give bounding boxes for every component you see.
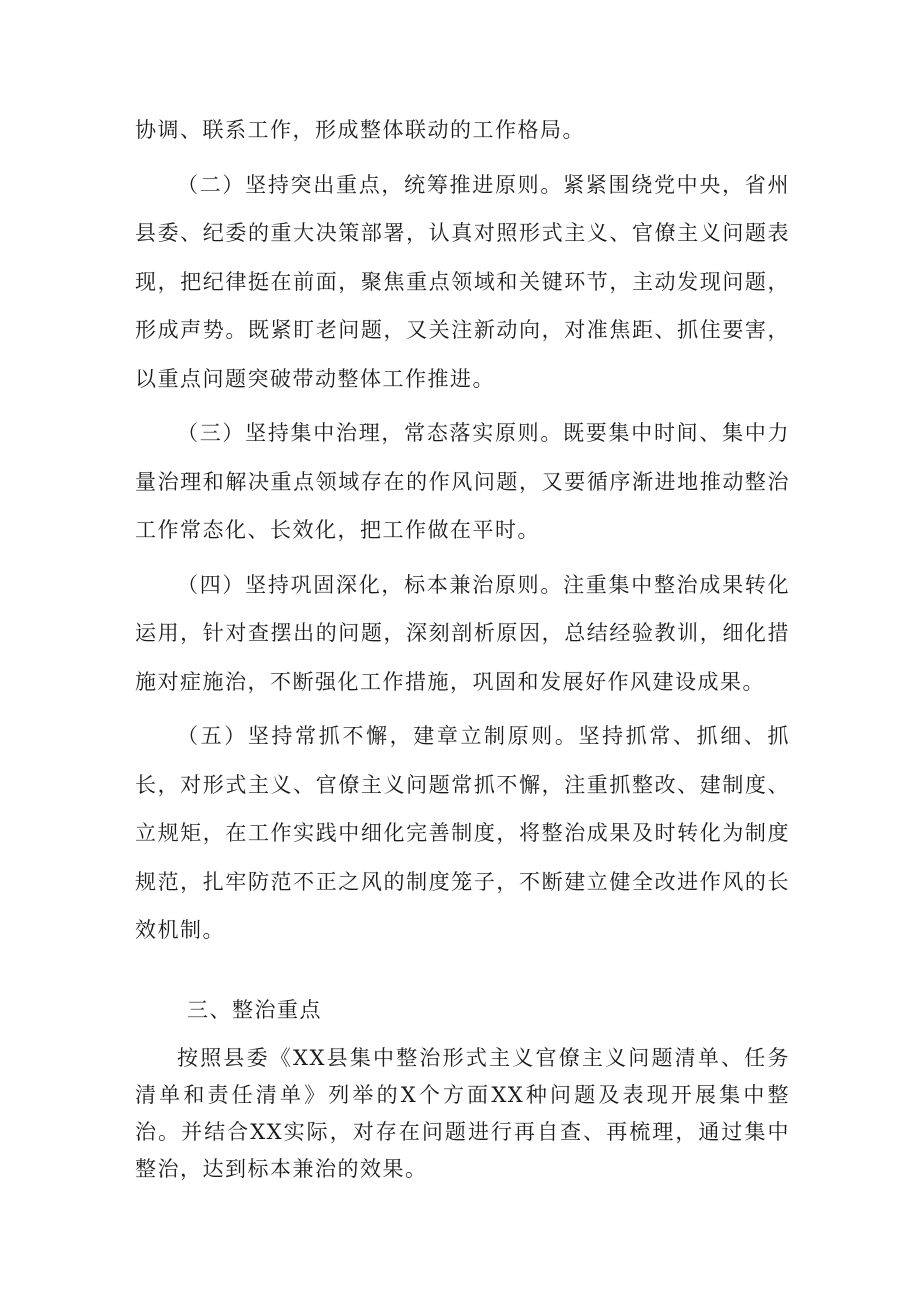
paragraph-continuation: 协调、联系工作，形成整体联动的工作格局。 xyxy=(135,118,585,142)
paragraph-principle-4: （四）坚持巩固深化，标本兼治原则。注重集中整治成果转化运用，针对查摆出的问题，深刻剖析原因，总结经验教训，细化措施对症施治，不断强化工作措施，巩固和发展好作风建设成果。 xyxy=(135,572,790,694)
paragraph-principle-2: （二）坚持突出重点，统筹推进原则。紧紧围绕党中央，省州县委、纪委的重大决策部署，认真对照形式主义、官僚主义问题表现，把纪律挺在前面，聚焦重点领域和关键环节，主动发现问题，形成声势。既紧盯老问题，又关注新动向，对准焦距、抓住要害，以重点问题突破带动整体工作推进。 xyxy=(135,172,790,391)
paragraph-principle-3: （三）坚持集中治理，常态落实原则。既要集中时间、集中力量治理和解决重点领域存在的作风问题，又要循序渐进地推动整治工作常态化、长效化，把工作做在平时。 xyxy=(135,421,790,542)
section-heading: 三、整治重点 xyxy=(187,998,322,1022)
document-body xyxy=(135,106,790,955)
paragraph-principle-5: （五）坚持常抓不懈，建章立制原则。坚持抓常、抓细、抓长，对形式主义、官僚主义问题常抓不懈，注重抓整改、建制度、立规矩，在工作实践中细化完善制度，将整治成果及时转化为制度规范，扎牢防范不正之风的制度笼子，不断建立健全改进作风的长效机制。 xyxy=(135,724,790,942)
section-heading-block xyxy=(135,986,790,1035)
closing-block xyxy=(135,1040,790,1188)
paragraph-closing: 按照县委《XX县集中整治形式主义官僚主义问题清单、任务清单和责任清单》列举的X个方面XX种问题及表现开展集中整治。并结合XX实际，对存在问题进行再自查、再梳理，通过集中整治，达到标本兼治的效果。 xyxy=(135,1046,790,1181)
